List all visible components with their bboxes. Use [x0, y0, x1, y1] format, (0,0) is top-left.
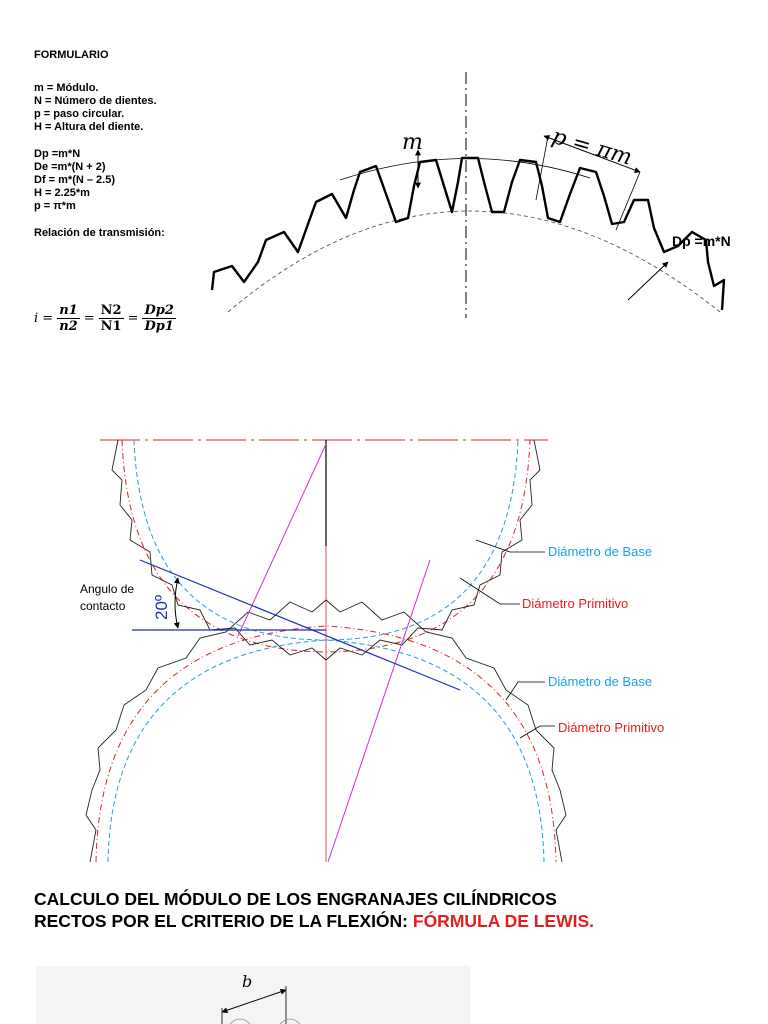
equation-line: Df = m*(N – 2.5)	[34, 174, 115, 186]
leader-primitive-upper	[460, 578, 520, 604]
dp-label: Dp =m*N	[672, 233, 731, 249]
top-gear-diagram	[212, 72, 724, 318]
mesh-diagram	[86, 440, 566, 862]
label-primitive-lower: Diámetro Primitivo	[558, 720, 665, 735]
heading-highlight: FÓRMULA DE LEWIS.	[412, 911, 595, 931]
fraction-numerator: n1	[59, 303, 78, 318]
module-label: m	[402, 130, 423, 155]
fraction-denominator: Dp1	[144, 319, 174, 334]
label-base-lower: Diámetro de Base	[548, 674, 653, 689]
label-primitive-upper: Diámetro Primitivo	[522, 596, 629, 611]
contact-line-upper	[238, 444, 326, 636]
width-label: b	[242, 972, 253, 991]
formulario-title: FORMULARIO	[34, 49, 109, 61]
fraction-numerator: N2	[100, 303, 122, 318]
equation-line: De =m*(N + 2)	[34, 161, 106, 173]
relation-title: Relación de transmisión:	[34, 227, 165, 239]
def-line: p = paso circular.	[34, 108, 125, 120]
fraction-numerator: Dp2	[144, 303, 174, 318]
def-line: N = Número de dientes.	[34, 95, 157, 107]
equation-line: p = π*m	[34, 200, 76, 212]
label-base-upper: Diámetro de Base	[548, 544, 653, 559]
equation-line: Dp =m*N	[34, 148, 81, 160]
contact-line-lower	[328, 560, 430, 862]
angle-label: Angulo de	[80, 582, 135, 596]
dp-arrow	[628, 262, 668, 300]
def-line: H = Altura del diente.	[34, 121, 144, 133]
drawing-background	[36, 966, 470, 1024]
heading-text: RECTOS POR EL CRITERIO DE LA FLEXIÓN:	[34, 911, 413, 931]
section-heading	[34, 888, 754, 932]
angle-label: contacto	[80, 599, 126, 613]
heading-line-2	[34, 910, 754, 932]
angle-value: 20º	[152, 594, 171, 620]
pitch-circle	[228, 211, 720, 312]
formula-lhs: i =	[34, 311, 54, 326]
equation-line: H = 2.25*m	[34, 187, 90, 199]
pitch-label: p = πm	[549, 124, 635, 171]
heading-line-1: CALCULO DEL MÓDULO DE LOS ENGRANAJES CILÍNDRICOS	[34, 889, 557, 909]
equals-sign: =	[127, 311, 139, 326]
gear-teeth-profile	[212, 158, 724, 310]
fraction-denominator: n2	[59, 319, 78, 334]
pressure-line	[140, 560, 460, 690]
def-line: m = Módulo.	[34, 82, 99, 94]
bottom-diagram	[36, 966, 470, 1024]
equals-sign: =	[83, 311, 95, 326]
leader-base-lower	[506, 682, 545, 700]
fraction-denominator: N1	[100, 319, 122, 334]
